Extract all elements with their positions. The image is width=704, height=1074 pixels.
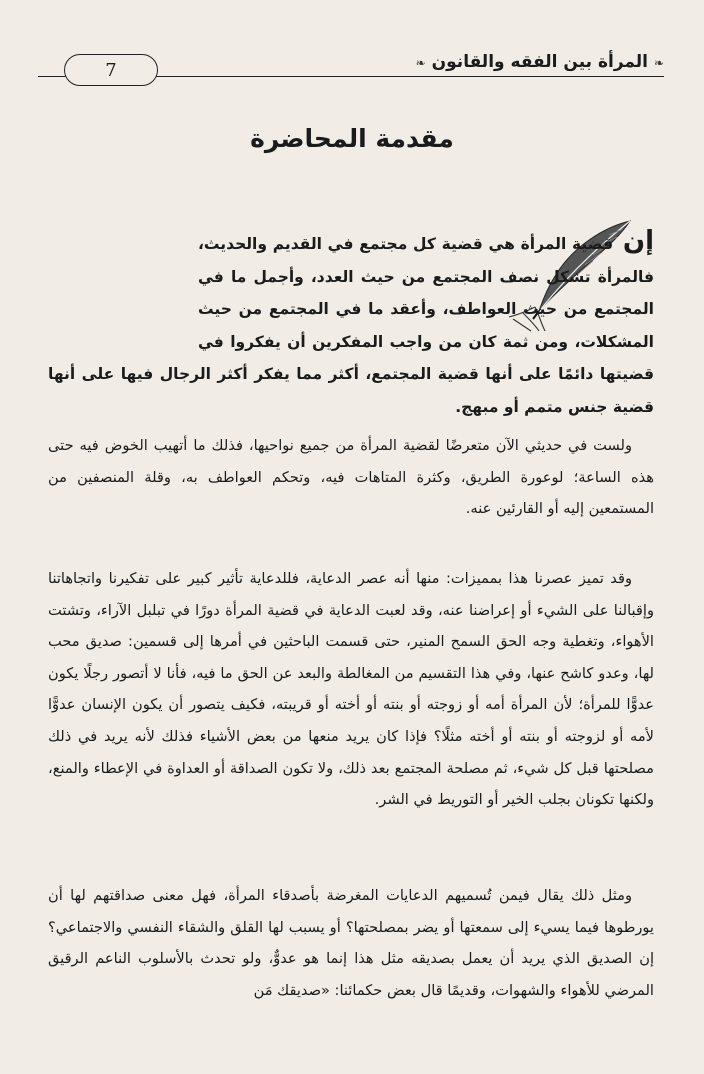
header-book-title <box>410 52 664 72</box>
paragraph-1: ولست في حديثي الآن متعرضًا لقضية المرأة من جميع نواحيها، فذلك ما أتهيب الخوض فيه حتى هذه الساعة؛ لوعورة الطريق، وكثرة المتاهات فيه، وتحكم العواطف به، وقلة المنصفين من المستمعين إليه أو القارئين عنه. <box>48 437 654 518</box>
intro-text: قضية المرأة هي قضية كل مجتمع في القديم والحديث، فالمرأة تشكل نصف المجتمع من حيث العدد، وأجمل ما في المجتمع من حيث العواطف، وأعقد ما في المجتمع من حيث المشكلات، ومن ثمة كان من واجب المفكرين أن يفكروا في قضيتها دائمًا على أنها قضية المجتمع، أكثر مما يفكر أكثر الرجال فيها على أنها قضية جنس متمم أو مبهج. <box>48 235 654 416</box>
intro-paragraph <box>48 225 654 424</box>
book-title-text: المرأة بين الفقه والقانون <box>431 52 649 72</box>
ornament-right-icon: ❧ <box>653 56 664 70</box>
ornament-left-icon: ❧ <box>415 56 426 70</box>
page-number: 7 <box>64 54 158 86</box>
running-header <box>38 50 664 90</box>
paragraph-2: وقد تميز عصرنا هذا بمميزات: منها أنه عصر الدعاية، فللدعاية تأثير كبير على تفكيرنا واتجاهاتنا وإقبالنا على الشيء أو إعراضنا عنه، وقد لعبت الدعاية في قضية المرأة دورًا في تبلبل الآراء، وتشتت الأهواء، وتغطية وجه الحق السمح المنير، حتى قسمت الباحثين في أمرها إلى قسمين: صديق محب لها، وعدو كاشح عنها، وفي هذا التقسيم من المغالطة والبعد عن الحق ما فيه، فأنا لا أتصور رجلًا يكون عدوًّا للمرأة؛ لأن المرأة أمه أو زوجته أو بنته أو أخته أو قريبته، فكيف يتصور أن يكون الإنسان عدوًّا لأمه أو لزوجته أو بنته أو أخته مثلًا؟ فإذا كان يريد منعها من بعض الأشياء فذلك لأنه يريد في ذلك مصلحتها قبل كل شيء، ثم مصلحة المجتمع بعد ذلك، ولا تكون الصداقة أو العداوة في الإعطاء والمنع، ولكنها تكونان بجلب الخير أو التوريط في الشر. <box>48 570 654 809</box>
paragraph-3: ومثل ذلك يقال فيمن تُسميهم الدعايات المغرضة بأصدقاء المرأة، فهل معنى صداقتهم لها أن يورطوها فيما يسيء إلى سمعتها أو يضر بمصلحتها؟ أو يسبب لها القلق والشقاء النفسي والاجتماعي؟ إن الصديق الذي يريد أن يعمل بصديقه مثل هذا إنما هو عدوٌّ، ولو تحدث بالأسلوب الناعم الرقيق المرضي للأهواء والشهوات، وقديمًا قال بعض حكمائنا: «صديقك مَن <box>48 887 654 999</box>
section-title: مقدمة المحاضرة <box>250 124 454 153</box>
intro-initial: إن <box>622 226 654 256</box>
